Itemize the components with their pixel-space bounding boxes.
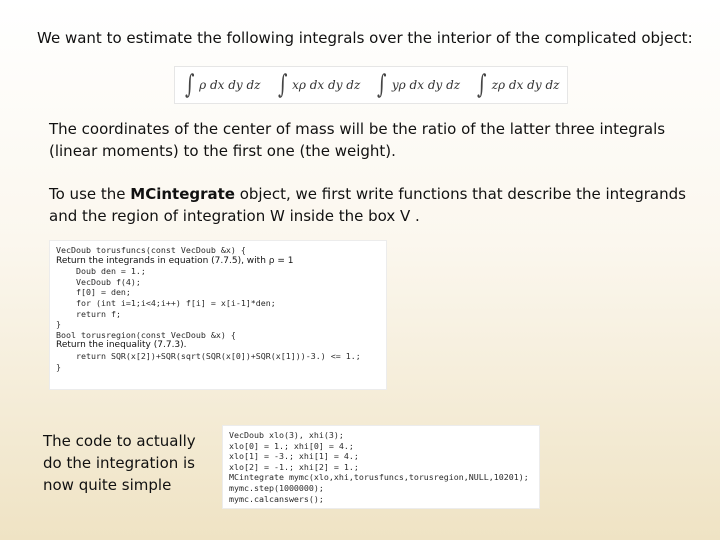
- integrand-text: yρ dx dy dz: [391, 78, 461, 92]
- integral-sign-icon: ∫: [277, 70, 288, 100]
- torus-functions-code-block: [49, 240, 387, 390]
- code-line: xlo[0] = 1.; xhi[0] = 4.;: [229, 440, 354, 451]
- code-line: VecDoub torusfuncs(const VecDoub &x) {: [56, 245, 246, 255]
- code-line: return f;: [56, 308, 121, 319]
- code-line: return SQR(x[2])+SQR(sqrt(SQR(x[0])+SQR(x[1]))-3.) <= 1.;: [56, 350, 361, 361]
- integral-sign-icon: ∫: [477, 70, 487, 100]
- integrand-text: ρ dx dy dz: [199, 78, 261, 92]
- paragraph-suffix: object, we first write functions that describe the integrands and the region of integration W inside the box V .: [49, 185, 686, 225]
- code-line: Doub den = 1.;: [56, 266, 146, 277]
- integral-moment-y: [375, 72, 460, 98]
- code-line: mymc.step(1000000);: [229, 482, 324, 493]
- code-line: Bool torusregion(const VecDoub &x) {: [56, 329, 236, 340]
- integration-explanation-text: The code to actually do the integration is now quite simple: [43, 432, 196, 494]
- integral-moment-z: [475, 72, 559, 98]
- integral-moment-x: [276, 72, 361, 98]
- code-line: xlo[1] = -3.; xhi[1] = 4.;: [229, 451, 359, 462]
- code-line: VecDoub xlo(3), xhi(3);: [229, 430, 344, 440]
- code-comment: Return the inequality (7.7.3).: [56, 340, 187, 351]
- paragraph-prefix: To use the: [49, 185, 131, 203]
- integrals-image: [174, 66, 568, 104]
- mcintegrate-paragraph: [49, 183, 689, 227]
- code-line: xlo[2] = -1.; xhi[2] = 1.;: [229, 461, 359, 472]
- integrand-text: xρ dx dy dz: [292, 78, 361, 92]
- integrand-text: zρ dx dy dz: [491, 78, 560, 92]
- code-line: for (int i=1;i<4;i++) f[i] = x[i-1]*den;: [56, 297, 276, 308]
- integral-sign-icon: ∫: [184, 70, 195, 100]
- code-line: }: [56, 361, 61, 372]
- code-line: mymc.calcanswers();: [229, 493, 324, 504]
- mcintegrate-keyword: MCintegrate: [130, 185, 235, 203]
- integral-weight: [183, 72, 261, 98]
- code-comment: Return the integrands in equation (7.7.5), with ρ = 1: [56, 255, 294, 266]
- slide-heading: We want to estimate the following integrals over the interior of the complicated object:: [37, 29, 693, 47]
- code-line: f[0] = den;: [56, 287, 131, 298]
- center-of-mass-paragraph: The coordinates of the center of mass will be the ratio of the latter three integrals (linear moments) to the first one (the weight).: [49, 120, 666, 160]
- code-line: VecDoub f(4);: [56, 276, 141, 287]
- integration-code-block: [222, 425, 540, 509]
- integral-sign-icon: ∫: [377, 70, 387, 100]
- code-line: }: [56, 319, 61, 330]
- code-line: MCintegrate mymc(xlo,xhi,torusfuncs,torusregion,NULL,10201);: [229, 472, 529, 483]
